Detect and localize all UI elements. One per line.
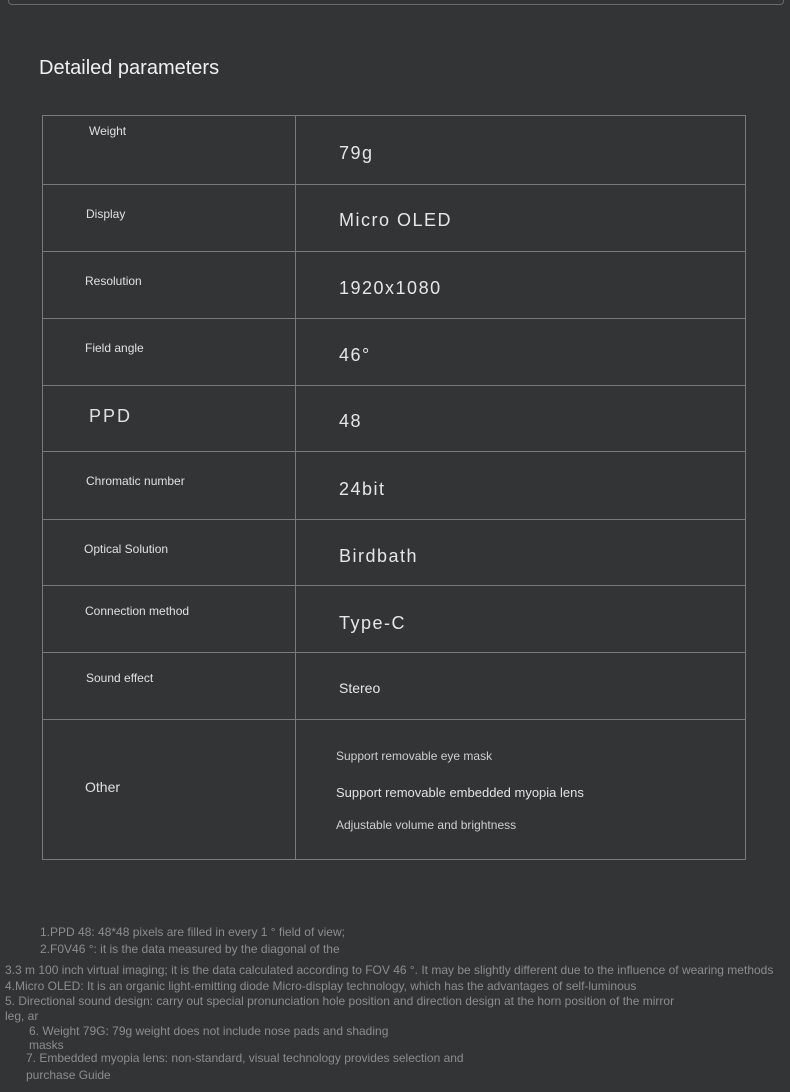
spec-label: Sound effect bbox=[86, 671, 154, 685]
footnote: 2.F0V46 °: it is the data measured by the diagonal of the bbox=[40, 942, 340, 956]
spec-value: Birdbath bbox=[339, 546, 419, 566]
spec-label: Optical Solution bbox=[84, 542, 169, 556]
spec-row-ppd bbox=[43, 386, 745, 452]
spec-value: 46° bbox=[339, 345, 371, 365]
spec-value: 48 bbox=[339, 411, 363, 431]
spec-label: PPD bbox=[89, 406, 133, 426]
footnote: masks bbox=[29, 1038, 64, 1052]
footnote: 5. Directional sound design: carry out special pronunciation hole position and direction design at the horn position of the mirror bbox=[5, 994, 675, 1008]
spec-row-other bbox=[43, 720, 745, 861]
spec-value: Support removable embedded myopia lens bbox=[336, 785, 584, 800]
footnote: 1.PPD 48: 48*48 pixels are filled in every 1 ° field of view; bbox=[40, 925, 345, 939]
footnote: 6. Weight 79G: 79g weight does not include nose pads and shading bbox=[29, 1024, 389, 1038]
footnote: purchase Guide bbox=[26, 1068, 111, 1082]
spec-label: Weight bbox=[89, 124, 127, 138]
spec-value: 24bit bbox=[339, 479, 386, 499]
footnote: 4.Micro OLED: It is an organic light-emitting diode Micro-display technology, which has the advantages of self-luminous bbox=[5, 979, 637, 993]
spec-value: 1920x1080 bbox=[339, 278, 442, 298]
spec-table bbox=[42, 115, 746, 860]
spec-row-display bbox=[43, 185, 745, 252]
spec-label: Other bbox=[85, 779, 121, 795]
spec-value: Type-C bbox=[339, 613, 407, 633]
spec-value: 79g bbox=[339, 143, 374, 163]
spec-row-field-angle bbox=[43, 319, 745, 386]
spec-row-resolution bbox=[43, 252, 745, 319]
spec-row-sound-effect bbox=[43, 653, 745, 720]
spec-row-chromatic-number bbox=[43, 452, 745, 520]
spec-value: Support removable eye mask bbox=[336, 749, 493, 763]
spec-label: Resolution bbox=[85, 274, 142, 288]
footnote: leg, ar bbox=[5, 1009, 39, 1023]
spec-row-optical-solution bbox=[43, 520, 745, 586]
page-title: Detailed parameters bbox=[39, 57, 220, 79]
top-panel-edge bbox=[8, 0, 784, 5]
spec-label: Field angle bbox=[85, 341, 144, 355]
footnote: 7. Embedded myopia lens: non-standard, visual technology provides selection and bbox=[26, 1051, 464, 1065]
footnote: 3.3 m 100 inch virtual imaging; it is the data calculated according to FOV 46 °. It may be slightly different due to the influence of wearing methods bbox=[5, 963, 774, 977]
spec-label: Display bbox=[86, 207, 126, 221]
spec-row-weight bbox=[43, 116, 745, 185]
spec-row-connection-method bbox=[43, 586, 745, 653]
spec-label: Chromatic number bbox=[86, 474, 185, 488]
spec-value: Micro OLED bbox=[339, 210, 453, 230]
spec-value: Adjustable volume and brightness bbox=[336, 818, 517, 832]
spec-label: Connection method bbox=[85, 604, 190, 618]
spec-value: Stereo bbox=[339, 680, 381, 696]
